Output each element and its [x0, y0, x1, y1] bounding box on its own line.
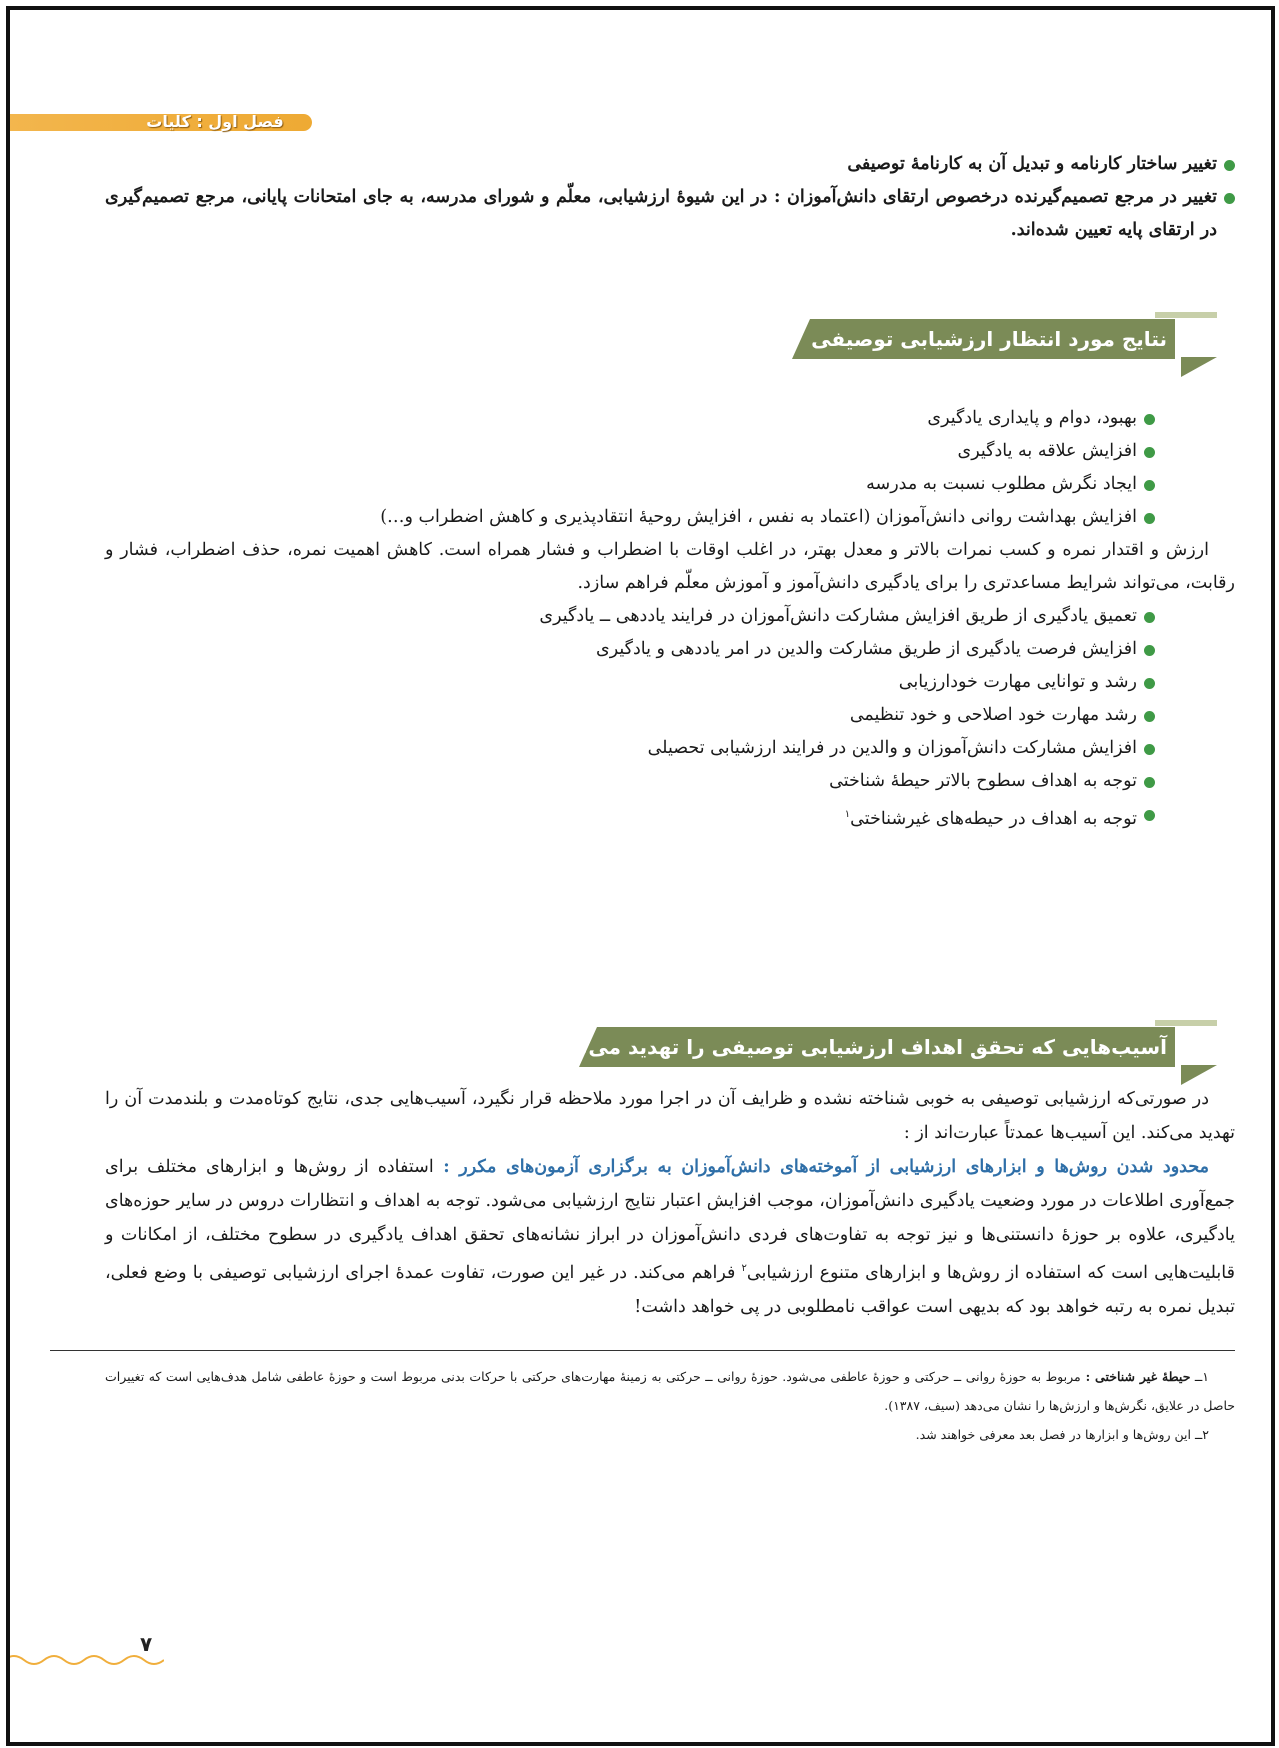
page: [6, 6, 1275, 1746]
bullet-icon: [1144, 810, 1155, 821]
footnote-ref-1: ۱: [844, 809, 851, 820]
bullet-icon: [1144, 447, 1155, 458]
bullet-icon: [1144, 645, 1155, 656]
list-item: [105, 732, 1155, 765]
bullet-text: توجه به اهداف در حیطه‌های غیرشناختی: [850, 808, 1137, 829]
expected-results-list-a: [105, 402, 1155, 534]
section2-paragraph2: [105, 1150, 1235, 1324]
bullet-icon: [1224, 193, 1235, 204]
section1-paragraph: ارزش و اقتدار نمره و کسب نمرات بالاتر و معدل بهتر، در اغلب اوقات با اضطراب و فشار همراه است. کاهش اهمیت نمره، حذف اضطراب، فشار و رقابت، می‌تواند شرایط مساعدتری را برای یادگیری دانش‌آموز و آموزش معلّم فراهم سازد.: [105, 540, 1235, 593]
bullet-icon: [1144, 612, 1155, 623]
bullet-text: بهبود، دوام و پایداری یادگیری: [927, 408, 1137, 428]
bullet-text: رشد مهارت خود اصلاحی و خود تنظیمی: [849, 705, 1137, 725]
section2-paragraph2-text-b: فراهم می‌کند. در غیر این صورت، تفاوت عمدهٔ اجرای ارزشیابی توصیفی با وضع فعلی، تبدیل نمره به رتبه خواهد بود که بدیهی است عواقب نامطلوبی در پی خواهد داشت!: [105, 1262, 1235, 1317]
list-item: [105, 435, 1155, 468]
section1-heading-tail: [1181, 357, 1217, 377]
section2-heading: آسیب‌هایی که تحقق اهداف ارزشیابی توصیفی را تهدید می‌کند: [557, 1035, 1167, 1059]
list-item: [105, 181, 1235, 247]
footnotes: [105, 1362, 1235, 1449]
footnote-1: [105, 1362, 1235, 1420]
section2-content: [105, 1082, 1235, 1324]
list-item: [105, 501, 1155, 534]
bullet-icon: [1144, 480, 1155, 491]
intro-bullet-list: [105, 148, 1235, 247]
bullet-text: ایجاد نگرش مطلوب نسبت به مدرسه: [866, 474, 1137, 494]
bullet-text: افزایش علاقه به یادگیری: [957, 441, 1137, 461]
section1-heading-accent: [1155, 312, 1217, 318]
bullet-text: افزایش بهداشت روانی دانش‌آموزان (اعتماد به نفس ، افزایش روحیهٔ انتقادپذیری و کاهش اضطراب و…): [380, 507, 1137, 527]
footnote-ref-2: ۲: [741, 1263, 747, 1274]
bullet-icon: [1144, 678, 1155, 689]
bullet-text: تغییر ساختار کارنامه و تبدیل آن به کارنامهٔ توصیفی: [847, 154, 1217, 174]
footnote-1-number: ۱ــ: [1190, 1369, 1209, 1384]
intro-section: [105, 148, 1235, 247]
expected-results-list-b: [105, 600, 1155, 836]
page-number: ۷: [140, 1632, 153, 1656]
list-item: [105, 468, 1155, 501]
bullet-text: افزایش مشارکت دانش‌آموزان و والدین در فرایند ارزشیابی تحصیلی: [647, 738, 1137, 758]
section2-heading-accent: [1155, 1020, 1217, 1026]
footnote-2: ۲ــ این روش‌ها و ابزارها در فصل بعد معرفی خواهند شد.: [915, 1427, 1209, 1442]
bullet-icon: [1144, 711, 1155, 722]
list-item: [105, 798, 1155, 836]
bullet-text: افزایش فرصت یادگیری از طریق مشارکت والدین در امر یاددهی و یادگیری: [596, 639, 1137, 659]
list-item: [105, 699, 1155, 732]
list-item: [105, 600, 1155, 633]
bullet-text: توجه به اهداف سطوح بالاتر حیطهٔ شناختی: [829, 771, 1137, 791]
bullet-icon: [1224, 160, 1235, 171]
bullet-icon: [1144, 414, 1155, 425]
bullet-icon: [1144, 744, 1155, 755]
footnote-1-term: حیطهٔ غیر شناختی :: [1080, 1369, 1191, 1384]
footnote-1-text: مربوط به حوزهٔ روانی ــ حرکتی و حوزهٔ عاطفی می‌شود. حوزهٔ روانی ــ حرکتی به زمینهٔ مهارت‌های حرکتی با حرکات بدنی مربوط است و حوزهٔ عاطفی شامل هدف‌هایی است که تغییرات حاصل در علایق، نگرش‌ها و ارزش‌ها را نشان می‌دهد (سیف، ۱۳۸۷).: [105, 1369, 1235, 1413]
bullet-text: در این شیوهٔ ارزشیابی، معلّم و شورای مدرسه، به جای امتحانات پایانی، مرجع تصمیم‌گیری در ارتقای پایه تعیین شده‌اند.: [105, 187, 1217, 240]
list-item: [105, 633, 1155, 666]
list-item: [105, 765, 1155, 798]
section1-heading: نتایج مورد انتظار ارزشیابی توصیفی: [811, 327, 1167, 351]
section1-content: [105, 402, 1235, 836]
list-item: [105, 148, 1235, 181]
list-item: [105, 666, 1155, 699]
wave-decoration-icon: [6, 1650, 164, 1670]
bullet-icon: [1144, 513, 1155, 524]
section2-paragraph2-text-a: استفاده از روش‌ها و ابزارهای مختلف برای جمع‌آوری اطلاعات در مورد وضعیت یادگیری دانش‌آموزان، موجب افزایش اعتبار نتایج ارزشیابی می‌شود. توجه به اهداف و انتظارات دروس در سایر حوزه‌های یادگیری، علاوه بر حوزهٔ دانستنی‌ها و نیز توجه به تفاوت‌های فردی دانش‌آموزان در ابراز نشانه‌های تحقق اهداف یادگیری در سطوح مختلف، از امکانات و قابلیت‌هایی است که استفاده از روش‌ها و ابزارهای متنوع ارزشیابی: [105, 1157, 1235, 1283]
list-item: [105, 402, 1155, 435]
footnote-divider: [50, 1350, 1235, 1351]
section2-blue-title: محدود شدن روش‌ها و ابزارهای ارزشیابی از آموخته‌های دانش‌آموزان به برگزاری آزمون‌های مکرر :: [433, 1157, 1209, 1177]
section2-paragraph1: در صورتی‌که ارزشیابی توصیفی به خوبی شناخته نشده و ظرایف آن در اجرا مورد ملاحظه قرار نگیرد، آسیب‌هایی جدی، نتایج کوتاه‌مدت و بلندمدت آن را تهدید می‌کند. این آسیب‌ها عمدتاً عبارت‌اند از :: [105, 1089, 1235, 1143]
bullet-lead: تغییر در مرجع تصمیم‌گیرنده درخصوص ارتقای دانش‌آموزان :: [767, 187, 1218, 207]
bullet-icon: [1144, 777, 1155, 788]
bullet-text: رشد و توانایی مهارت خودارزیابی: [898, 672, 1137, 692]
bullet-text: تعمیق یادگیری از طریق افزایش مشارکت دانش‌آموزان در فرایند یاددهی ــ یادگیری: [539, 606, 1137, 626]
chapter-label: فصل اول : کلیات: [146, 112, 284, 131]
